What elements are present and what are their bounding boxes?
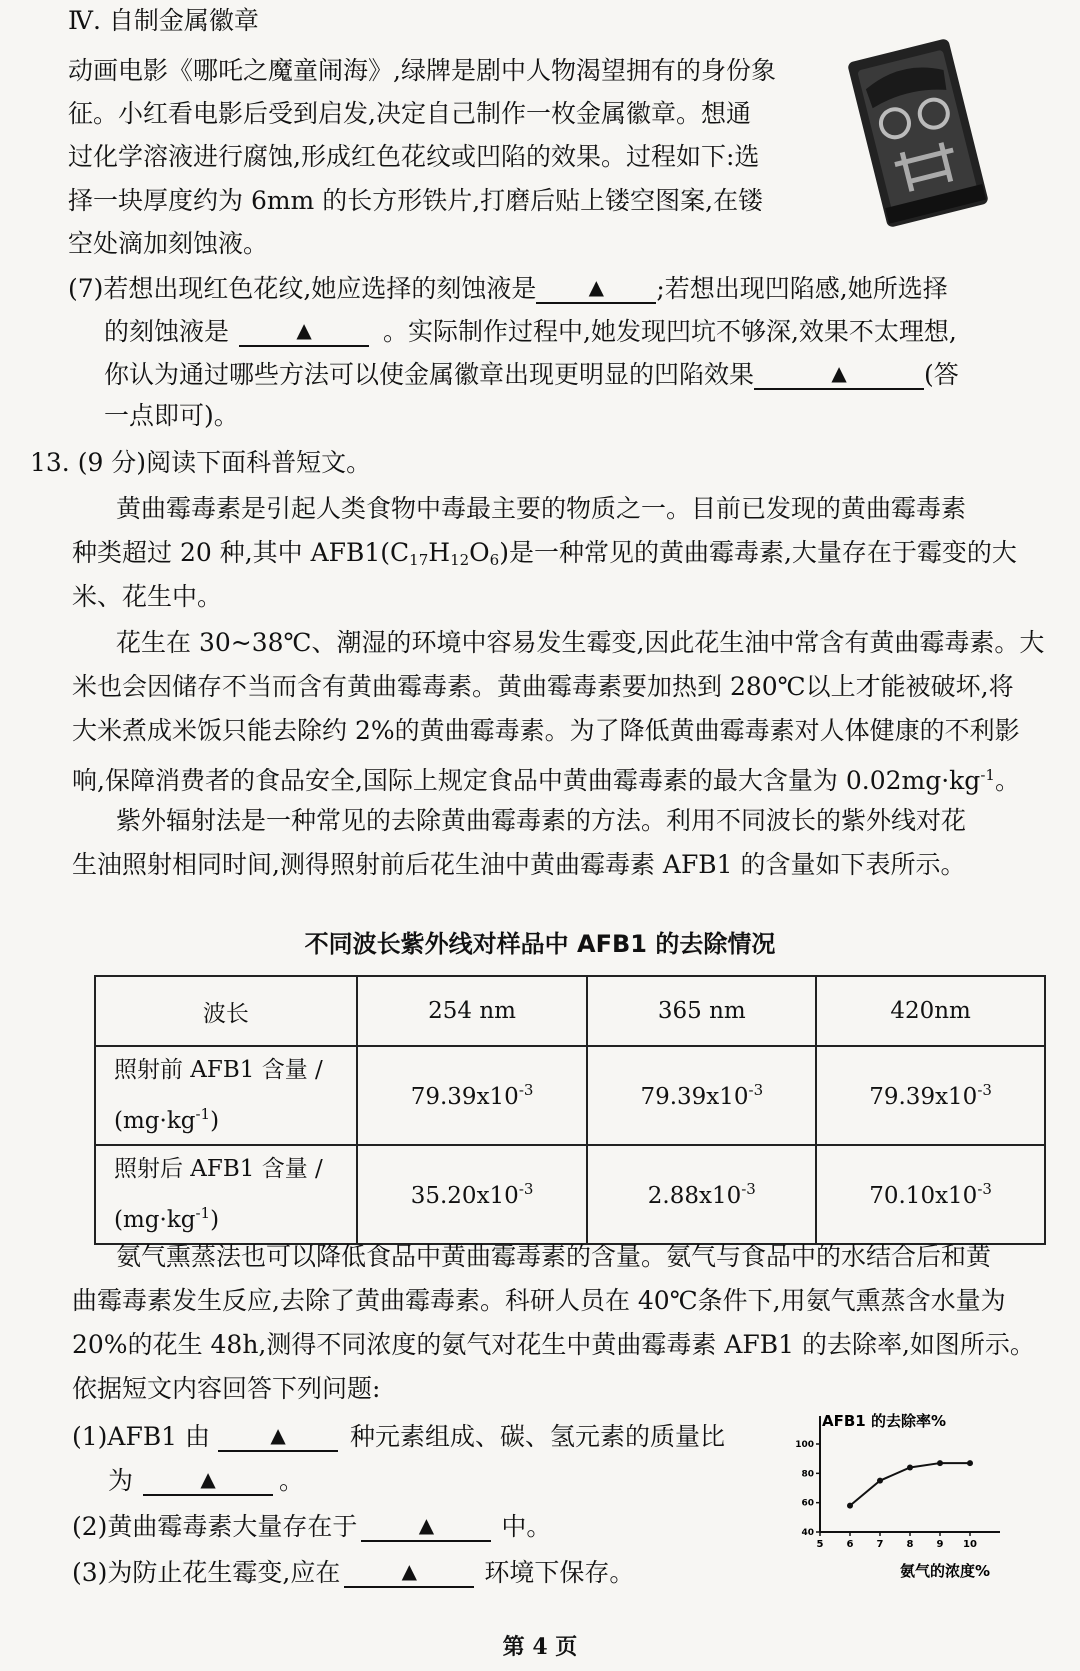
q3-line: [72, 1556, 634, 1588]
answer-blank[interactable]: [361, 1510, 491, 1542]
q-text: (3)为防止花生霉变,应在: [72, 1558, 341, 1587]
para-text: H: [428, 538, 451, 567]
badge-photo: [838, 38, 998, 228]
cell-value: 70.10x10: [869, 1183, 978, 1209]
row-label-unit: [114, 1092, 355, 1143]
q-text: (1)AFB1 由: [72, 1422, 211, 1451]
removal-rate-chart: [795, 1412, 1040, 1584]
unit-text: ): [210, 1207, 220, 1233]
q7-line-4: 一点即可)。: [104, 401, 239, 430]
q-text: (2)黄曲霉毒素大量存在于: [72, 1512, 358, 1541]
superscript: -1: [195, 1204, 211, 1222]
row-label-unit: [114, 1191, 355, 1242]
x-tick-label: 9: [936, 1539, 944, 1550]
cell-value: 79.39x10: [869, 1084, 978, 1110]
x-tick-label: 10: [963, 1539, 977, 1550]
table-row: [95, 1145, 1045, 1244]
para-text: 种类超过 20 种,其中 AFB1(C: [72, 538, 410, 567]
superscript: -3: [518, 1081, 534, 1099]
para-text: 响,保障消费者的食品安全,国际上规定食品中黄曲霉毒素的最大含量为 0.02mg·kg: [72, 766, 981, 795]
table-cell: [816, 1145, 1045, 1244]
superscript: -1: [195, 1105, 211, 1123]
q7-line-1: [68, 272, 948, 304]
para2-line-2: 米也会因储存不当而含有黄曲霉毒素。黄曲霉毒素要加热到 280℃以上才能被破坏,将: [72, 672, 1014, 701]
y-tick-label: 60: [801, 1498, 814, 1509]
superscript: -3: [518, 1180, 534, 1198]
superscript: -3: [977, 1180, 992, 1198]
blank-mark: ▲: [588, 275, 605, 299]
subscript: 6: [489, 551, 500, 569]
q7-line-3: [104, 358, 959, 390]
x-tick-label: 7: [876, 1539, 884, 1550]
y-tick-label: 100: [795, 1440, 814, 1450]
q2-line: [72, 1510, 551, 1542]
q7-text: (7)若想出现红色花纹,她应选择的刻蚀液是: [68, 274, 537, 303]
table-header-cell: 365 nm: [587, 976, 816, 1046]
superscript: -3: [977, 1081, 992, 1099]
data-point: [907, 1464, 913, 1470]
unit-text: ): [210, 1108, 220, 1134]
q7-text: 你认为通过哪些方法可以使金属徽章出现更明显的凹陷效果: [104, 360, 755, 389]
x-tick-label: 6: [846, 1539, 854, 1550]
para-text: 是一种常见的黄曲霉毒素,大量存在于霉变的大: [508, 538, 1017, 567]
q7-line-2: [104, 315, 957, 347]
questions-header: 依据短文内容回答下列问题:: [72, 1374, 381, 1403]
answer-blank[interactable]: [536, 272, 656, 304]
cell-value: 79.39x10: [410, 1084, 519, 1110]
table-header-cell: 420nm: [816, 976, 1045, 1046]
x-axis-label: 氨气的浓度%: [900, 1562, 991, 1580]
blank-mark: ▲: [270, 1423, 286, 1447]
para1-line-3: 米、花生中。: [72, 582, 223, 611]
table-cell: [587, 1046, 816, 1145]
para4-line-3: 20%的花生 48h,测得不同浓度的氨气对花生中黄曲霉毒素 AFB1 的去除率,如图所示。: [72, 1330, 1035, 1359]
para3-line-2: 生油照射相同时间,测得照射前后花生油中黄曲霉毒素 AFB1 的含量如下表所示。: [72, 850, 966, 879]
table-cell: [357, 1145, 588, 1244]
para2-line-3: 大米煮成米饭只能去除约 2%的黄曲霉毒素。为了降低黄曲霉毒素对人体健康的不利影: [72, 716, 1020, 745]
data-point: [877, 1478, 883, 1484]
intro-line-4: 择一块厚度约为 6mm 的长方形铁片,打磨后贴上镂空图案,在镂: [68, 186, 764, 215]
para1-line-2: [72, 538, 1017, 575]
unit-text: (mg·kg: [114, 1108, 196, 1134]
q7-text: 。实际制作过程中,她发现凹坑不够深,效果不太理想,: [383, 317, 957, 346]
subscript: 12: [450, 551, 470, 569]
answer-blank[interactable]: [218, 1420, 338, 1452]
chart-title: AFB1 的去除率%: [822, 1412, 946, 1430]
q-text: 。: [279, 1466, 305, 1495]
para1-line-1: 黄曲霉毒素是引起人类食物中毒最主要的物质之一。目前已发现的黄曲霉毒素: [116, 494, 967, 523]
answer-blank[interactable]: [239, 315, 369, 347]
row-label: [95, 1145, 357, 1244]
q13-header: 13. (9 分)阅读下面科普短文。: [30, 448, 372, 477]
q7-text: (答: [924, 360, 959, 389]
cell-value: 35.20x10: [410, 1183, 519, 1209]
para-text: 。: [994, 766, 1020, 795]
para4-line-2: 曲霉毒素发生反应,去除了黄曲霉毒素。科研人员在 40℃条件下,用氨气熏蒸含水量为: [72, 1286, 1006, 1315]
superscript: -3: [741, 1180, 756, 1198]
blank-mark: ▲: [401, 1559, 418, 1583]
q-text: 种元素组成、碳、氢元素的质量比: [350, 1422, 726, 1451]
para3-line-1: 紫外辐射法是一种常见的去除黄曲霉毒素的方法。利用不同波长的紫外线对花: [116, 806, 967, 835]
cell-value: 79.39x10: [640, 1084, 749, 1110]
para-text: O: [469, 538, 490, 567]
answer-blank[interactable]: [344, 1556, 474, 1588]
table-cell: [587, 1145, 816, 1244]
intro-line-2: 征。小红看电影后受到启发,决定自己制作一枚金属徽章。想通: [68, 99, 751, 128]
x-tick-label: 8: [906, 1539, 914, 1550]
answer-blank[interactable]: [754, 358, 924, 390]
subscript: 17: [409, 551, 429, 569]
cell-value: 2.88x10: [647, 1183, 742, 1209]
q-text: 环境下保存。: [484, 1558, 635, 1587]
blank-mark: ▲: [418, 1513, 435, 1537]
superscript: -3: [748, 1081, 764, 1099]
q-text: 为: [108, 1466, 134, 1495]
intro-line-5: 空处滴加刻蚀液。: [68, 229, 269, 258]
afb1-table: [94, 975, 1046, 1245]
q-text: 中。: [501, 1512, 552, 1541]
data-point: [847, 1503, 853, 1509]
blank-mark: ▲: [200, 1467, 216, 1491]
table-header-row: [95, 976, 1045, 1046]
intro-line-3: 过化学溶液进行腐蚀,形成红色花纹或凹陷的效果。过程如下:选: [68, 142, 760, 171]
table-cell: [816, 1046, 1045, 1145]
row-label-line: 照射后 AFB1 含量 /: [114, 1156, 323, 1182]
section-heading: Ⅳ. 自制金属徽章: [68, 6, 259, 35]
table-header-cell: 波长: [95, 976, 357, 1046]
y-tick-label: 40: [801, 1528, 814, 1538]
row-label-line: 照射前 AFB1 含量 /: [114, 1057, 323, 1083]
q1-line-1: [72, 1420, 725, 1452]
para-text: ): [499, 538, 509, 567]
q7-text: 的刻蚀液是: [104, 317, 230, 346]
x-tick-label: 5: [816, 1539, 824, 1550]
unit-text: (mg·kg: [114, 1207, 196, 1233]
para2-line-4: [72, 760, 1020, 796]
para2-line-1: 花生在 30~38℃、潮湿的环境中容易发生霉变,因此花生油中常含有黄曲霉毒素。大: [116, 628, 1045, 657]
table-title: 不同波长紫外线对样品中 AFB1 的去除情况: [304, 930, 776, 958]
row-label: [95, 1046, 357, 1145]
superscript: -1: [980, 766, 995, 784]
table-row: [95, 1046, 1045, 1145]
y-tick-label: 80: [801, 1469, 814, 1480]
answer-blank[interactable]: [143, 1464, 273, 1496]
table-cell: [357, 1046, 588, 1145]
para4-line-1: 氨气熏蒸法也可以降低食品中黄曲霉毒素的含量。氨气与食品中的水结合后和黄: [116, 1242, 992, 1271]
intro-line-1: 动画电影《哪吒之魔童闹海》,绿牌是剧中人物渴望拥有的身份象: [68, 56, 776, 85]
blank-mark: ▲: [296, 318, 312, 342]
page-number: 第 4 页: [502, 1634, 578, 1660]
data-point: [937, 1460, 943, 1466]
blank-mark: ▲: [831, 361, 847, 385]
data-point: [967, 1460, 973, 1466]
q7-text: ;若想出现凹陷感,她所选择: [656, 274, 948, 303]
table-header-cell: 254 nm: [357, 976, 588, 1046]
q1-line-2: [108, 1464, 304, 1496]
